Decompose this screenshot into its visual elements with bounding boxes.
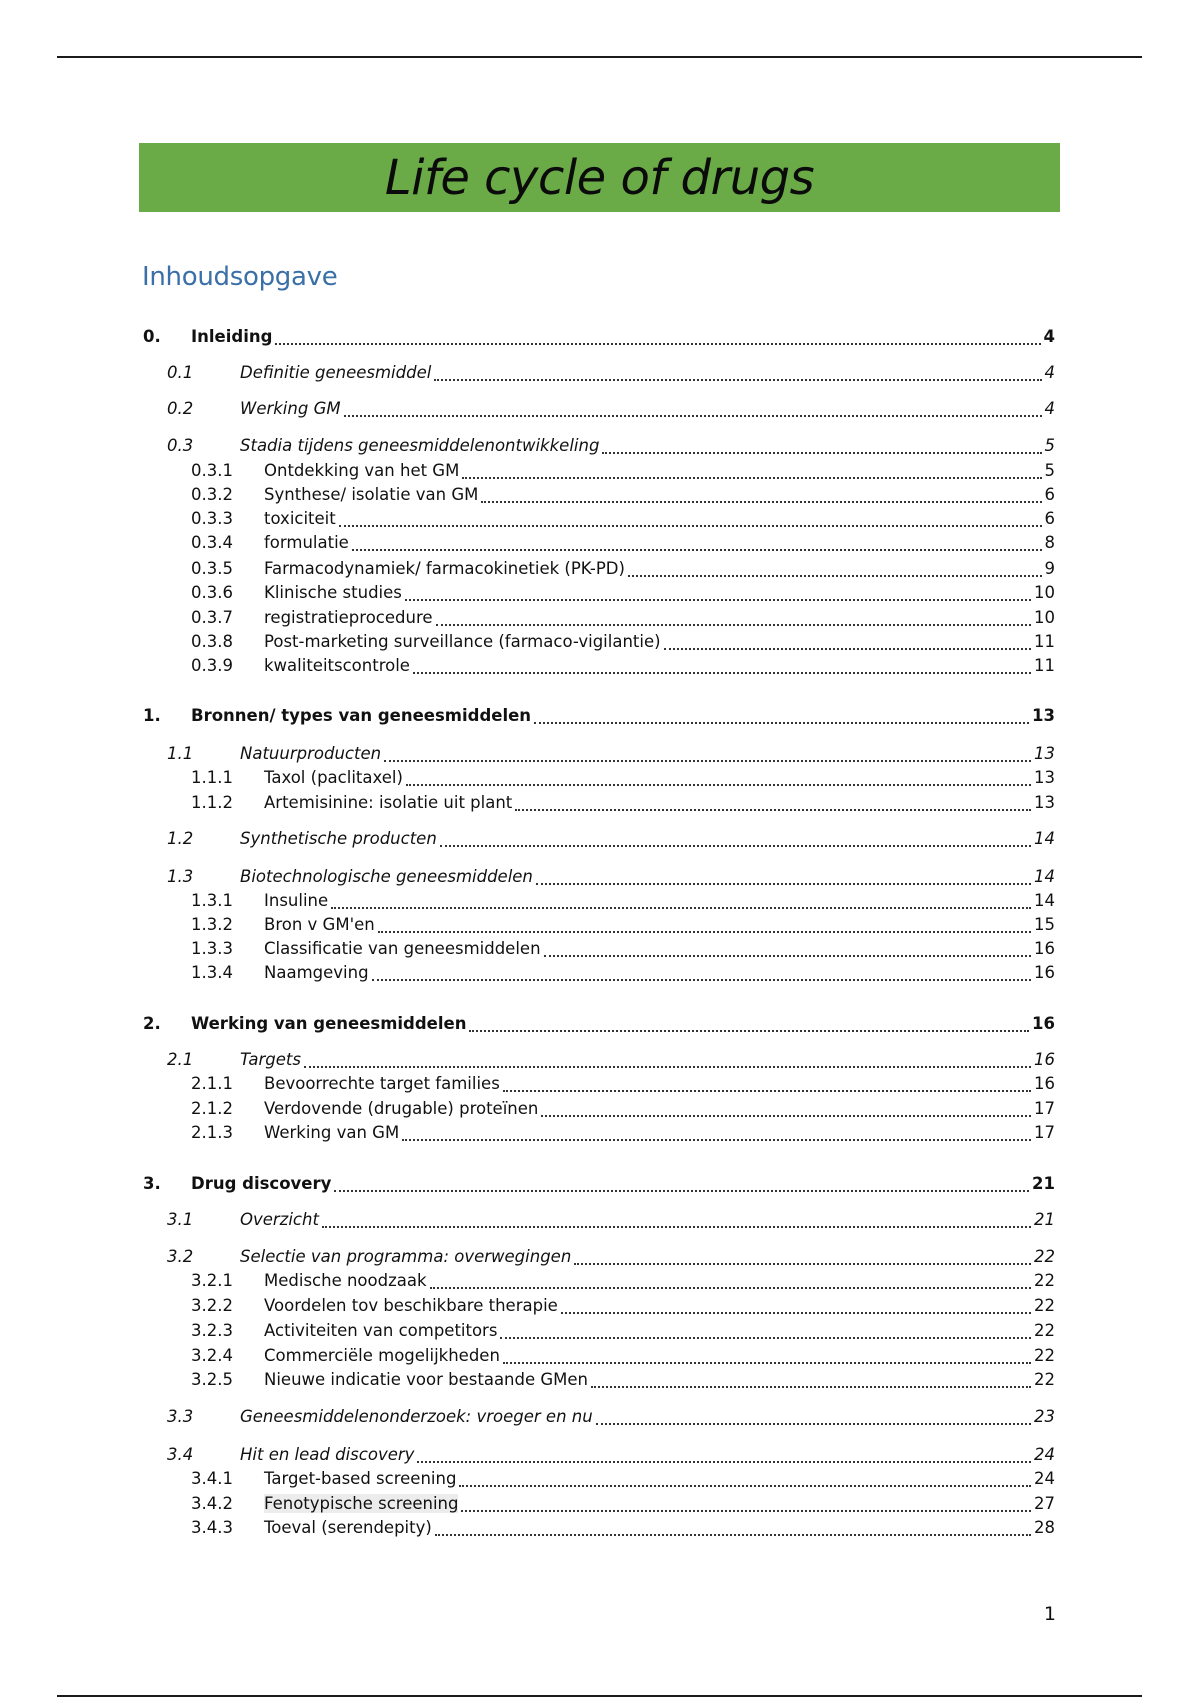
toc-leader-dots	[440, 843, 1031, 847]
toc-entry-label: Overzicht	[240, 1210, 319, 1229]
toc-entry-number: 1.2	[167, 829, 194, 848]
toc-entry[interactable]	[0, 1174, 1200, 1196]
toc-entry-page: 22	[1034, 1247, 1055, 1266]
toc-leader-dots	[602, 450, 1041, 454]
toc-entry-number: 1.1.1	[191, 768, 233, 787]
toc-entry-page: 24	[1034, 1445, 1055, 1464]
toc-leader-dots	[503, 1360, 1031, 1364]
toc-entry-page: 6	[1044, 509, 1055, 528]
toc-entry-page: 14	[1034, 829, 1055, 848]
toc-leader-dots	[275, 341, 1040, 345]
toc-entry-label: Natuurproducten	[240, 744, 382, 763]
toc-entry[interactable]	[0, 656, 1200, 678]
toc-entry-page: 16	[1032, 1014, 1055, 1033]
toc-entry-page: 10	[1034, 583, 1055, 602]
page-number: 1	[1043, 1603, 1056, 1625]
toc-entry-number: 0.1	[167, 363, 194, 382]
toc-entry-number: 2.1.1	[191, 1074, 233, 1093]
toc-entry-label: Stadia tijdens geneesmiddelenontwikkeling	[240, 436, 600, 455]
toc-entry-label: Geneesmiddelenonderzoek: vroeger en nu	[240, 1407, 593, 1426]
toc-entry-number: 0.3.2	[191, 485, 233, 504]
toc-entry-label: Fenotypische screening	[264, 1494, 459, 1513]
toc-entry-page: 4	[1043, 327, 1055, 346]
toc-entry[interactable]	[0, 1296, 1200, 1318]
toc-entry-label: Werking van geneesmiddelen	[191, 1014, 467, 1033]
toc-entry-label: Inleiding	[191, 327, 273, 346]
toc-entry-label: Bevoorrechte target families	[264, 1074, 500, 1093]
toc-entry-label: Classificatie van geneesmiddelen	[264, 939, 541, 958]
toc-entry[interactable]	[0, 1099, 1200, 1121]
toc-entry-page: 11	[1034, 656, 1055, 675]
toc-entry[interactable]	[0, 744, 1200, 766]
toc-leader-dots	[304, 1064, 1031, 1068]
toc-entry[interactable]	[0, 1321, 1200, 1343]
toc-leader-dots	[352, 547, 1042, 551]
toc-leader-dots	[461, 1508, 1031, 1512]
toc-entry[interactable]	[0, 891, 1200, 913]
toc-entry-number: 3.1	[167, 1210, 194, 1229]
toc-entry-page: 15	[1034, 915, 1055, 934]
toc-entry-page: 23	[1034, 1407, 1055, 1426]
toc-entry-number: 3.4	[167, 1445, 194, 1464]
toc-entry-label: Voordelen tov beschikbare therapie	[264, 1296, 558, 1315]
toc-leader-dots	[402, 1137, 1031, 1141]
toc-entry-number: 3.2	[167, 1247, 194, 1266]
toc-entry[interactable]	[0, 1445, 1200, 1467]
toc-entry-page: 16	[1034, 1050, 1055, 1069]
toc-leader-dots	[469, 1028, 1029, 1032]
toc-entry-label: Activiteiten van competitors	[264, 1321, 498, 1340]
toc-entry-page: 4	[1044, 363, 1055, 382]
toc-entry-page: 4	[1044, 399, 1055, 418]
toc-entry-number: 3.	[143, 1174, 161, 1193]
toc-entry[interactable]	[0, 829, 1200, 851]
toc-entry-label: Verdovende (drugable) proteïnen	[264, 1099, 539, 1118]
toc-entry-page: 21	[1032, 1174, 1055, 1193]
toc-entry-number: 0.	[143, 327, 161, 346]
toc-entry-number: 3.2.3	[191, 1321, 233, 1340]
toc-entry-label: Hit en lead discovery	[240, 1445, 415, 1464]
toc-entry-number: 1.3.1	[191, 891, 233, 910]
toc-leader-dots	[459, 1483, 1031, 1487]
toc-entry[interactable]	[0, 963, 1200, 985]
toc-entry[interactable]	[0, 1210, 1200, 1232]
toc-entry-label: Ontdekking van het GM	[264, 461, 460, 480]
toc-leader-dots	[481, 499, 1041, 503]
toc-entry-page: 14	[1034, 867, 1055, 886]
toc-entry-page: 22	[1034, 1346, 1055, 1365]
toc-entry-page: 5	[1044, 436, 1055, 455]
toc-entry[interactable]	[0, 867, 1200, 889]
toc-entry[interactable]	[0, 1518, 1200, 1540]
toc-entry[interactable]	[0, 509, 1200, 531]
toc-leader-dots	[591, 1384, 1031, 1388]
toc-entry-number: 0.3.1	[191, 461, 233, 480]
toc-entry-number: 1.3.3	[191, 939, 233, 958]
toc-entry[interactable]	[0, 327, 1200, 349]
toc-entry-number: 0.3.4	[191, 533, 233, 552]
toc-entry-number: 3.2.2	[191, 1296, 233, 1315]
toc-entry-label: Taxol (paclitaxel)	[264, 768, 403, 787]
toc-entry-number: 3.2.1	[191, 1271, 233, 1290]
toc-entry-label: Post-marketing surveillance (farmaco-vigilantie)	[264, 632, 661, 651]
toc-leader-dots	[436, 622, 1031, 626]
toc-entry-page: 13	[1032, 706, 1055, 725]
toc-entry[interactable]	[0, 583, 1200, 605]
toc-entry-number: 0.3.5	[191, 559, 233, 578]
toc-entry-label: Werking van GM	[264, 1123, 400, 1142]
toc-heading: Inhoudsopgave	[142, 262, 338, 292]
toc-entry-number: 0.3.9	[191, 656, 233, 675]
toc-entry-number: 0.3.7	[191, 608, 233, 627]
toc-entry-number: 2.1.2	[191, 1099, 233, 1118]
toc-entry-label: Bron v GM'en	[264, 915, 375, 934]
toc-leader-dots	[541, 1113, 1031, 1117]
toc-entry[interactable]	[0, 559, 1200, 581]
toc-entry-page: 17	[1034, 1123, 1055, 1142]
toc-entry[interactable]	[0, 768, 1200, 790]
toc-leader-dots	[331, 905, 1031, 909]
toc-leader-dots	[372, 977, 1031, 981]
toc-entry[interactable]	[0, 363, 1200, 385]
toc-entry[interactable]	[0, 939, 1200, 961]
toc-entry-page: 24	[1034, 1469, 1055, 1488]
toc-entry[interactable]	[0, 1271, 1200, 1293]
toc-entry-page: 8	[1044, 533, 1055, 552]
toc-entry[interactable]	[0, 485, 1200, 507]
toc-entry-page: 22	[1034, 1271, 1055, 1290]
toc-entry-number: 0.2	[167, 399, 194, 418]
toc-leader-dots	[515, 807, 1031, 811]
toc-entry[interactable]	[0, 436, 1200, 458]
toc-leader-dots	[500, 1335, 1031, 1339]
toc-entry-label: Klinische studies	[264, 583, 402, 602]
toc-entry-label: Definitie geneesmiddel	[240, 363, 432, 382]
toc-entry-label: Commerciële mogelijkheden	[264, 1346, 500, 1365]
toc-entry-page: 27	[1034, 1494, 1055, 1513]
toc-leader-dots	[435, 1532, 1031, 1536]
toc-leader-dots	[628, 573, 1042, 577]
toc-entry-number: 1.1	[167, 744, 194, 763]
toc-entry-page: 16	[1034, 1074, 1055, 1093]
toc-entry-page: 10	[1034, 608, 1055, 627]
toc-entry[interactable]	[0, 1123, 1200, 1145]
toc-leader-dots	[430, 1285, 1031, 1289]
toc-leader-dots	[384, 758, 1031, 762]
toc-entry-page: 22	[1034, 1370, 1055, 1389]
toc-entry-label: registratieprocedure	[264, 608, 433, 627]
toc-entry[interactable]	[0, 1247, 1200, 1269]
toc-entry-label: Nieuwe indicatie voor bestaande GMen	[264, 1370, 589, 1389]
toc-entry-number: 0.3.6	[191, 583, 233, 602]
toc-entry-number: 3.3	[167, 1407, 194, 1426]
toc-entry-page: 6	[1044, 485, 1055, 504]
toc-leader-dots	[434, 377, 1041, 381]
toc-leader-dots	[561, 1310, 1031, 1314]
toc-entry-number: 1.1.2	[191, 793, 233, 812]
document-title: Life cycle of drugs	[384, 149, 815, 206]
toc-entry[interactable]	[0, 461, 1200, 483]
toc-entry-number: 2.1.3	[191, 1123, 233, 1142]
footer-rule	[57, 1695, 1142, 1697]
toc-entry-number: 3.4.2	[191, 1494, 233, 1513]
toc-entry[interactable]	[0, 1407, 1200, 1429]
toc-entry-number: 1.	[143, 706, 161, 725]
toc-leader-dots	[544, 953, 1031, 957]
toc-leader-dots	[378, 929, 1031, 933]
toc-entry[interactable]	[0, 1050, 1200, 1072]
toc-entry-page: 22	[1034, 1321, 1055, 1340]
toc-entry[interactable]	[0, 1370, 1200, 1392]
toc-entry-page: 16	[1034, 939, 1055, 958]
toc-leader-dots	[534, 720, 1029, 724]
toc-entry-number: 3.4.1	[191, 1469, 233, 1488]
toc-entry-label: Drug discovery	[191, 1174, 332, 1193]
toc-entry-label: toxiciteit	[264, 509, 336, 528]
toc-leader-dots	[406, 782, 1031, 786]
toc-entry[interactable]	[0, 533, 1200, 555]
toc-entry-label: Targets	[240, 1050, 301, 1069]
toc-entry[interactable]	[0, 1074, 1200, 1096]
toc-entry-label: Synthetische producten	[240, 829, 437, 848]
toc-leader-dots	[344, 413, 1042, 417]
toc-entry[interactable]	[0, 399, 1200, 421]
toc-leader-dots	[405, 597, 1031, 601]
toc-entry-number: 3.4.3	[191, 1518, 233, 1537]
toc-entry-page: 11	[1034, 632, 1055, 651]
toc-entry-number: 1.3.4	[191, 963, 233, 982]
toc-entry[interactable]	[0, 608, 1200, 630]
toc-entry[interactable]	[0, 1346, 1200, 1368]
toc-entry-label: Toeval (serendepity)	[264, 1518, 432, 1537]
toc-leader-dots	[417, 1459, 1031, 1463]
toc-entry-page: 14	[1034, 891, 1055, 910]
toc-entry-label: Bronnen/ types van geneesmiddelen	[191, 706, 532, 725]
toc-entry-label: Insuline	[264, 891, 329, 910]
toc-entry[interactable]	[0, 915, 1200, 937]
toc-entry-number: 2.1	[167, 1050, 194, 1069]
toc-entry-page: 13	[1034, 768, 1055, 787]
toc-entry-page: 13	[1034, 744, 1055, 763]
toc-entry-page: 9	[1044, 559, 1055, 578]
toc-entry-label: Artemisinine: isolatie uit plant	[264, 793, 513, 812]
toc-entry-label: Naamgeving	[264, 963, 369, 982]
toc-entry-page: 5	[1044, 461, 1055, 480]
toc-entry-label: Biotechnologische geneesmiddelen	[240, 867, 533, 886]
toc-entry-number: 0.3.8	[191, 632, 233, 651]
toc-entry-page: 28	[1034, 1518, 1055, 1537]
toc-entry-page: 16	[1034, 963, 1055, 982]
toc-leader-dots	[322, 1224, 1031, 1228]
toc-entry[interactable]	[0, 1014, 1200, 1036]
toc-leader-dots	[339, 523, 1042, 527]
toc-entry-page: 13	[1034, 793, 1055, 812]
toc-entry-number: 0.3.3	[191, 509, 233, 528]
toc-leader-dots	[413, 670, 1031, 674]
toc-entry-number: 1.3	[167, 867, 194, 886]
toc-leader-dots	[664, 646, 1031, 650]
toc-entry-page: 21	[1034, 1210, 1055, 1229]
toc-entry-page: 22	[1034, 1296, 1055, 1315]
toc-entry-number: 2.	[143, 1014, 161, 1033]
toc-entry-label: Synthese/ isolatie van GM	[264, 485, 479, 504]
toc-entry-page: 17	[1034, 1099, 1055, 1118]
toc-entry-label: Medische noodzaak	[264, 1271, 427, 1290]
toc-entry[interactable]	[0, 1469, 1200, 1491]
toc-entry-label: formulatie	[264, 533, 349, 552]
toc-leader-dots	[334, 1188, 1029, 1192]
toc-entry-label: Werking GM	[240, 399, 341, 418]
toc-entry-label: kwaliteitscontrole	[264, 656, 410, 675]
toc-entry-label: Selectie van programma: overwegingen	[240, 1247, 572, 1266]
toc-leader-dots	[462, 475, 1041, 479]
toc-entry-label: Farmacodynamiek/ farmacokinetiek (PK-PD)	[264, 559, 625, 578]
toc-entry[interactable]	[0, 706, 1200, 728]
toc-leader-dots	[503, 1088, 1031, 1092]
toc-entry-number: 3.2.5	[191, 1370, 233, 1389]
toc-entry-number: 3.2.4	[191, 1346, 233, 1365]
toc-entry-label: Target-based screening	[264, 1469, 457, 1488]
toc-entry-number: 1.3.2	[191, 915, 233, 934]
toc-entry[interactable]	[0, 793, 1200, 815]
toc-leader-dots	[574, 1261, 1031, 1265]
toc-entry[interactable]	[0, 632, 1200, 654]
toc-entry[interactable]	[0, 1494, 1200, 1516]
toc-leader-dots	[596, 1421, 1031, 1425]
toc-entry-number: 0.3	[167, 436, 194, 455]
toc-leader-dots	[536, 881, 1031, 885]
